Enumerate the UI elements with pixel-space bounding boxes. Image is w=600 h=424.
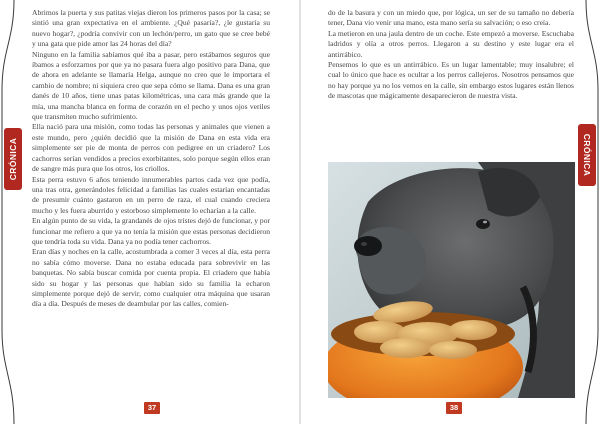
right-page: [301, 0, 600, 424]
paragraph: Abrimos la puerta y sus patitas viejas dieron los primeros pasos por la casa; se sintió una gran expectativa en el ambiente. ¿Qué pasaría?, ¿le gustaría su nuevo hogar?, ¿podría convivir con un lechón/perro, un gato que se cree bebé y una gata que pide amor las 24 horas del día?: [32, 8, 270, 49]
left-page: [0, 0, 299, 424]
section-tab-label: CRÓNICA: [582, 133, 592, 177]
left-text-column: [32, 8, 270, 310]
paragraph: Pensemos lo que es un antirrábico. Es un lugar lamentable; muy insalubre; el cual lo único que hace es ocultar a los perros callejeros. Nosotros pensamos que no hay porque ya no los vemos en la calle, sin embargo estos lugares están llenos de mascotas que mágicamente desaparecieron de nuestra vista.: [328, 60, 574, 101]
paragraph: Eran días y noches en la calle, acostumbrada a comer 3 veces al día, esta perra no sabía cómo moverse. Dana no estaba educada para sobrevivir en las banquetas. No sabía buscar comida por cuenta propia. El criadero que había sido su hogar y las personas que habían sido su familia la echaron simplemente porque dejó de servir, como cualquier otra máquina que usaran día a día. Después de meses de deambular por las calles, comien-: [32, 247, 270, 309]
paragraph: En algún punto de su vida, la grandanés de ojos tristes dejó de funcionar, y por funcionar me refiero a que ya no tenía la misión que estas personas decidieron que tendría toda su vida. Dana ya no podía tener cachorros.: [32, 216, 270, 246]
section-tab-label: CRÓNICA: [8, 137, 18, 181]
section-tab: [4, 128, 22, 190]
dog-photo-illustration: [328, 162, 575, 398]
section-tab: [578, 124, 596, 186]
right-text-column: [328, 8, 574, 102]
dog-photo: [328, 162, 575, 398]
page-number: 37: [144, 402, 160, 414]
paragraph: Ella nació para una misión, como todas las personas y animales que vienen a este mundo, pero ¿quién decidió que la misión de Dana en esta vida era simplemente ser pie de monta de perros con pedigree en un criadero? Los cachorros serían vendidos a precios exorbitantes, solo porque según ellos eran de sangre más pura que los otros, los criollos.: [32, 122, 270, 174]
page-edge-decoration: [0, 0, 28, 424]
paragraph: do de la basura y con un miedo que, por lógica, un ser de su tamaño no debería tener, Dana vio venir una mano, esta mano sería su salvación; o eso creía.: [328, 8, 574, 28]
page-edge-decoration: [572, 0, 600, 424]
paragraph: La metieron en una jaula dentro de un coche. Este empezó a moverse. Escuchaba ladridos y olía a otros perros. Llegaron a su destino y este lugar era el antirrábico.: [328, 28, 574, 59]
page-number: 38: [446, 402, 462, 414]
paragraph: Esta perra estuvo 6 años teniendo innumerables partos cada vez que podía, una tras otra, generándoles felicidad a familias las cuales estarían encantadas de presumir cuánto gastaron en un perro de raza, el cual cuando creciera mucho y les fuera aburrido y estorboso simplemente lo echarían a la calle.: [32, 174, 270, 215]
paragraph: Ninguno en la familia sabíamos qué iba a pasar, pero estábamos seguros que íbamos a esforzarnos por que ya no pasara fuera algo positivo para Dana, que de ahora en adelante se llamaría Helga, aunque no creo que le importara el cambio de nombre; ni siquiera creo que sepa cómo se llama. Dana es una gran danés de 10 años, tiene unas patas kilométricas, una cara más grande que la mía, una mancha blanca en forma de corazón en el pecho y unos ojos veriles que transmiten mucho sufrimiento.: [32, 49, 270, 122]
